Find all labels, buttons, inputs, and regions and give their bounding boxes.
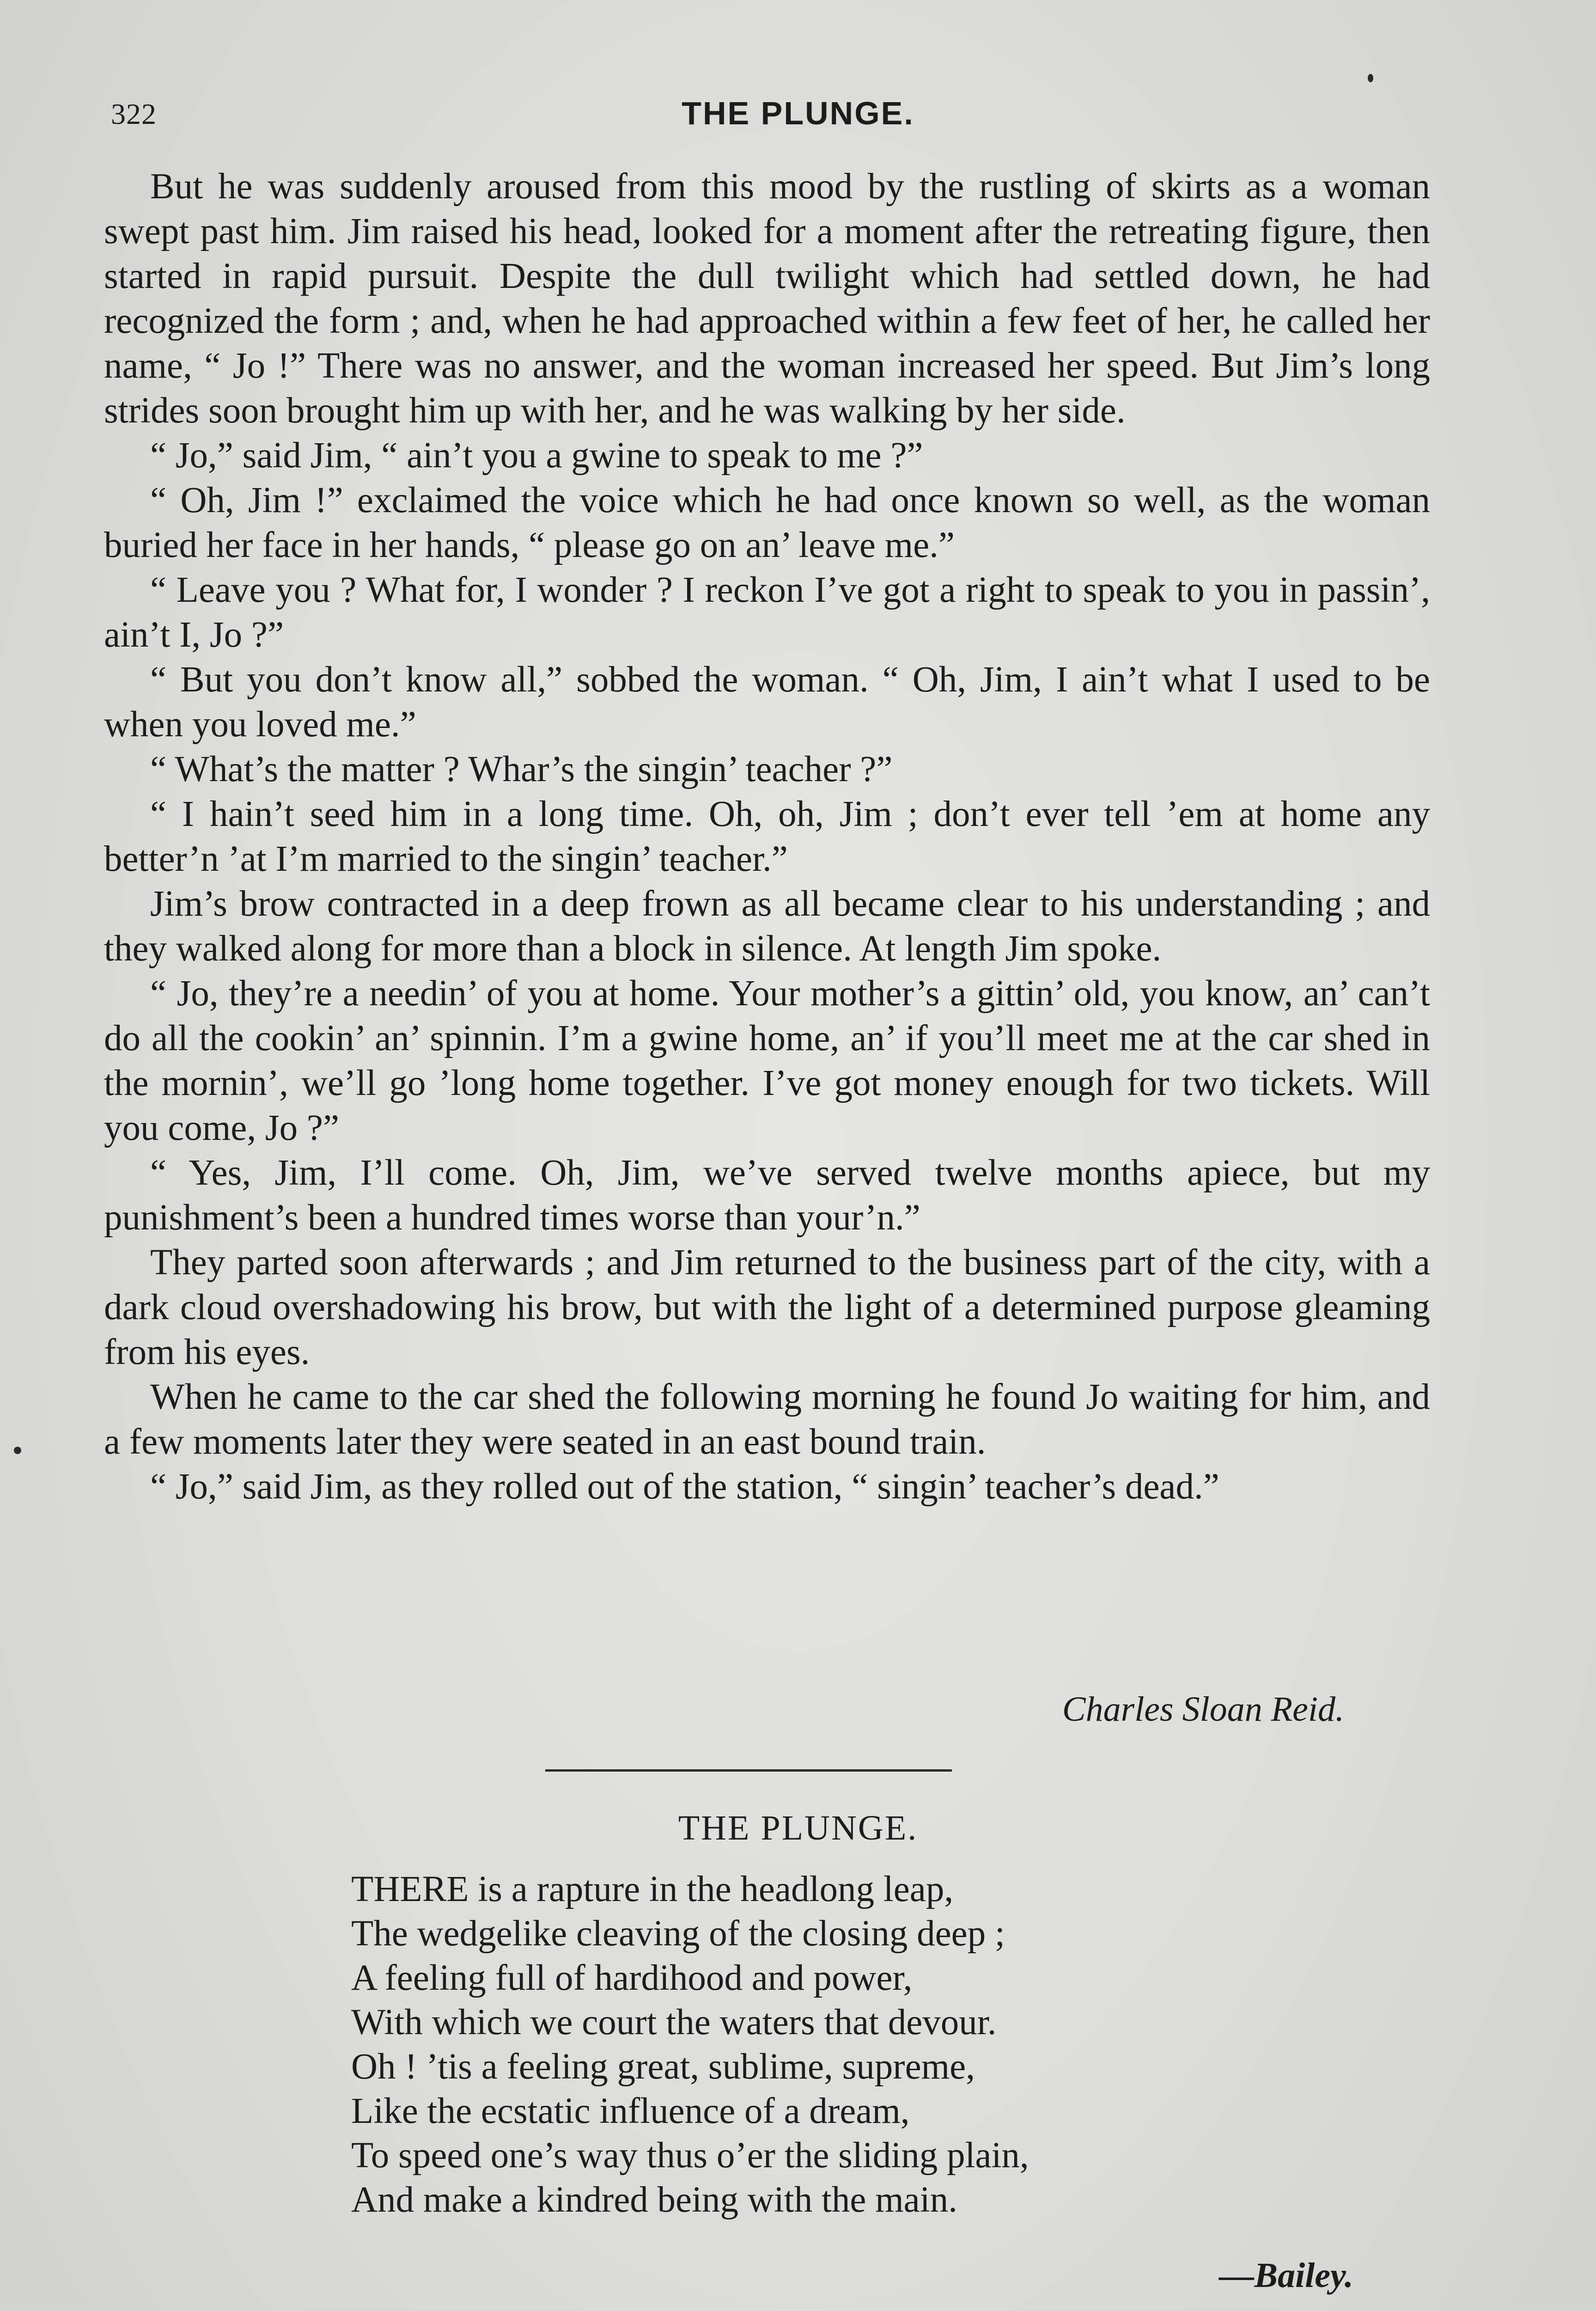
poem-line: A feeling full of hardihood and power, [351,1958,913,1998]
poem-line: The wedgelike cleaving of the closing deep ; [351,1914,1005,1954]
story-paragraph: “ Jo, they’re a needin’ of you at home. Your mother’s a gittin’ old, you know, an’ can’t do all the cookin’ an’ spinnin. I’m a gwine home, an’ if you’ll meet me at the car shed in the mornin’, we’ll go ’long home together. I’ve got money enough for two tickets. Will you come, Jo ?” [104,973,1430,1148]
story-paragraph: “ What’s the matter ? Whar’s the singin’ teacher ?” [150,749,893,789]
story-paragraph: “ Leave you ? What for, I wonder ? I reckon I’ve got a right to speak to you in passin’, ain’t I, Jo ?” [104,570,1430,655]
page-number: 322 [111,98,157,130]
poem-line: Oh ! ’tis a feeling great, sublime, supreme, [351,2047,975,2087]
story-paragraph: But he was suddenly aroused from this mood by the rustling of skirts as a woman swept past him. Jim raised his head, looked for a moment after the retreating figure, then started in rapid pursuit. Despite the dull twilight which had settled down, he had recognized the form ; and, when he had approached within a few feet of her, he called her name, “ Jo !” There was no answer, and the woman increased her speed. But Jim’s long strides soon brought him up with her, and he was walking by her side. [104,166,1430,431]
ink-speck [14,1447,21,1454]
poem [351,1867,1414,2222]
poem-title: THE PLUNGE. [678,1809,918,1847]
poem-line: And make a kindred being with the main. [351,2180,957,2220]
story-paragraph: “ But you don’t know all,” sobbed the woman. “ Oh, Jim, I ain’t what I used to be when you loved me.” [104,660,1430,745]
story-paragraph: Jim’s brow contracted in a deep frown as all became clear to his understanding ; and they walked along for more than a block in silence. At length Jim spoke. [104,884,1430,969]
story-paragraph: “ I hain’t seed him in a long time. Oh, oh, Jim ; don’t ever tell ’em at home any better’n ’at I’m married to the singin’ teacher.” [104,794,1430,879]
ink-speck [1368,74,1373,82]
story-paragraph: “ Jo,” said Jim, as they rolled out of the station, “ singin’ teacher’s dead.” [150,1467,1219,1507]
poem-line: To speed one’s way thus o’er the sliding plain, [351,2135,1029,2176]
story-text [104,164,1430,1509]
poem-line: With which we court the waters that devour. [351,2002,997,2042]
poem-line: Like the ecstatic influence of a dream, [351,2091,910,2131]
story-paragraph: They parted soon afterwards ; and Jim returned to the business part of the city, with a dark cloud overshadowing his brow, but with the light of a determined purpose gleaming from his eyes. [104,1242,1430,1372]
story-paragraph: “ Oh, Jim !” exclaimed the voice which he had once known so well, as the woman buried her face in her hands, “ please go on an’ leave me.” [104,480,1430,565]
section-divider [545,1769,952,1772]
poem-line: THERE is a rapture in the headlong leap, [351,1869,954,1909]
story-paragraph: “ Yes, Jim, I’ll come. Oh, Jim, we’ve served twelve months apiece, but my punishment’s been a hundred times worse than your’n.” [104,1153,1430,1238]
story-paragraph: When he came to the car shed the following morning he found Jo waiting for him, and a few moments later they were seated in an east bound train. [104,1377,1430,1462]
running-title: THE PLUNGE. [682,95,914,131]
story-paragraph: “ Jo,” said Jim, “ ain’t you a gwine to speak to me ?” [150,435,923,476]
poem-attribution: —Bailey. [1219,2256,1353,2295]
story-author-signature: Charles Sloan Reid. [1062,1690,1344,1729]
